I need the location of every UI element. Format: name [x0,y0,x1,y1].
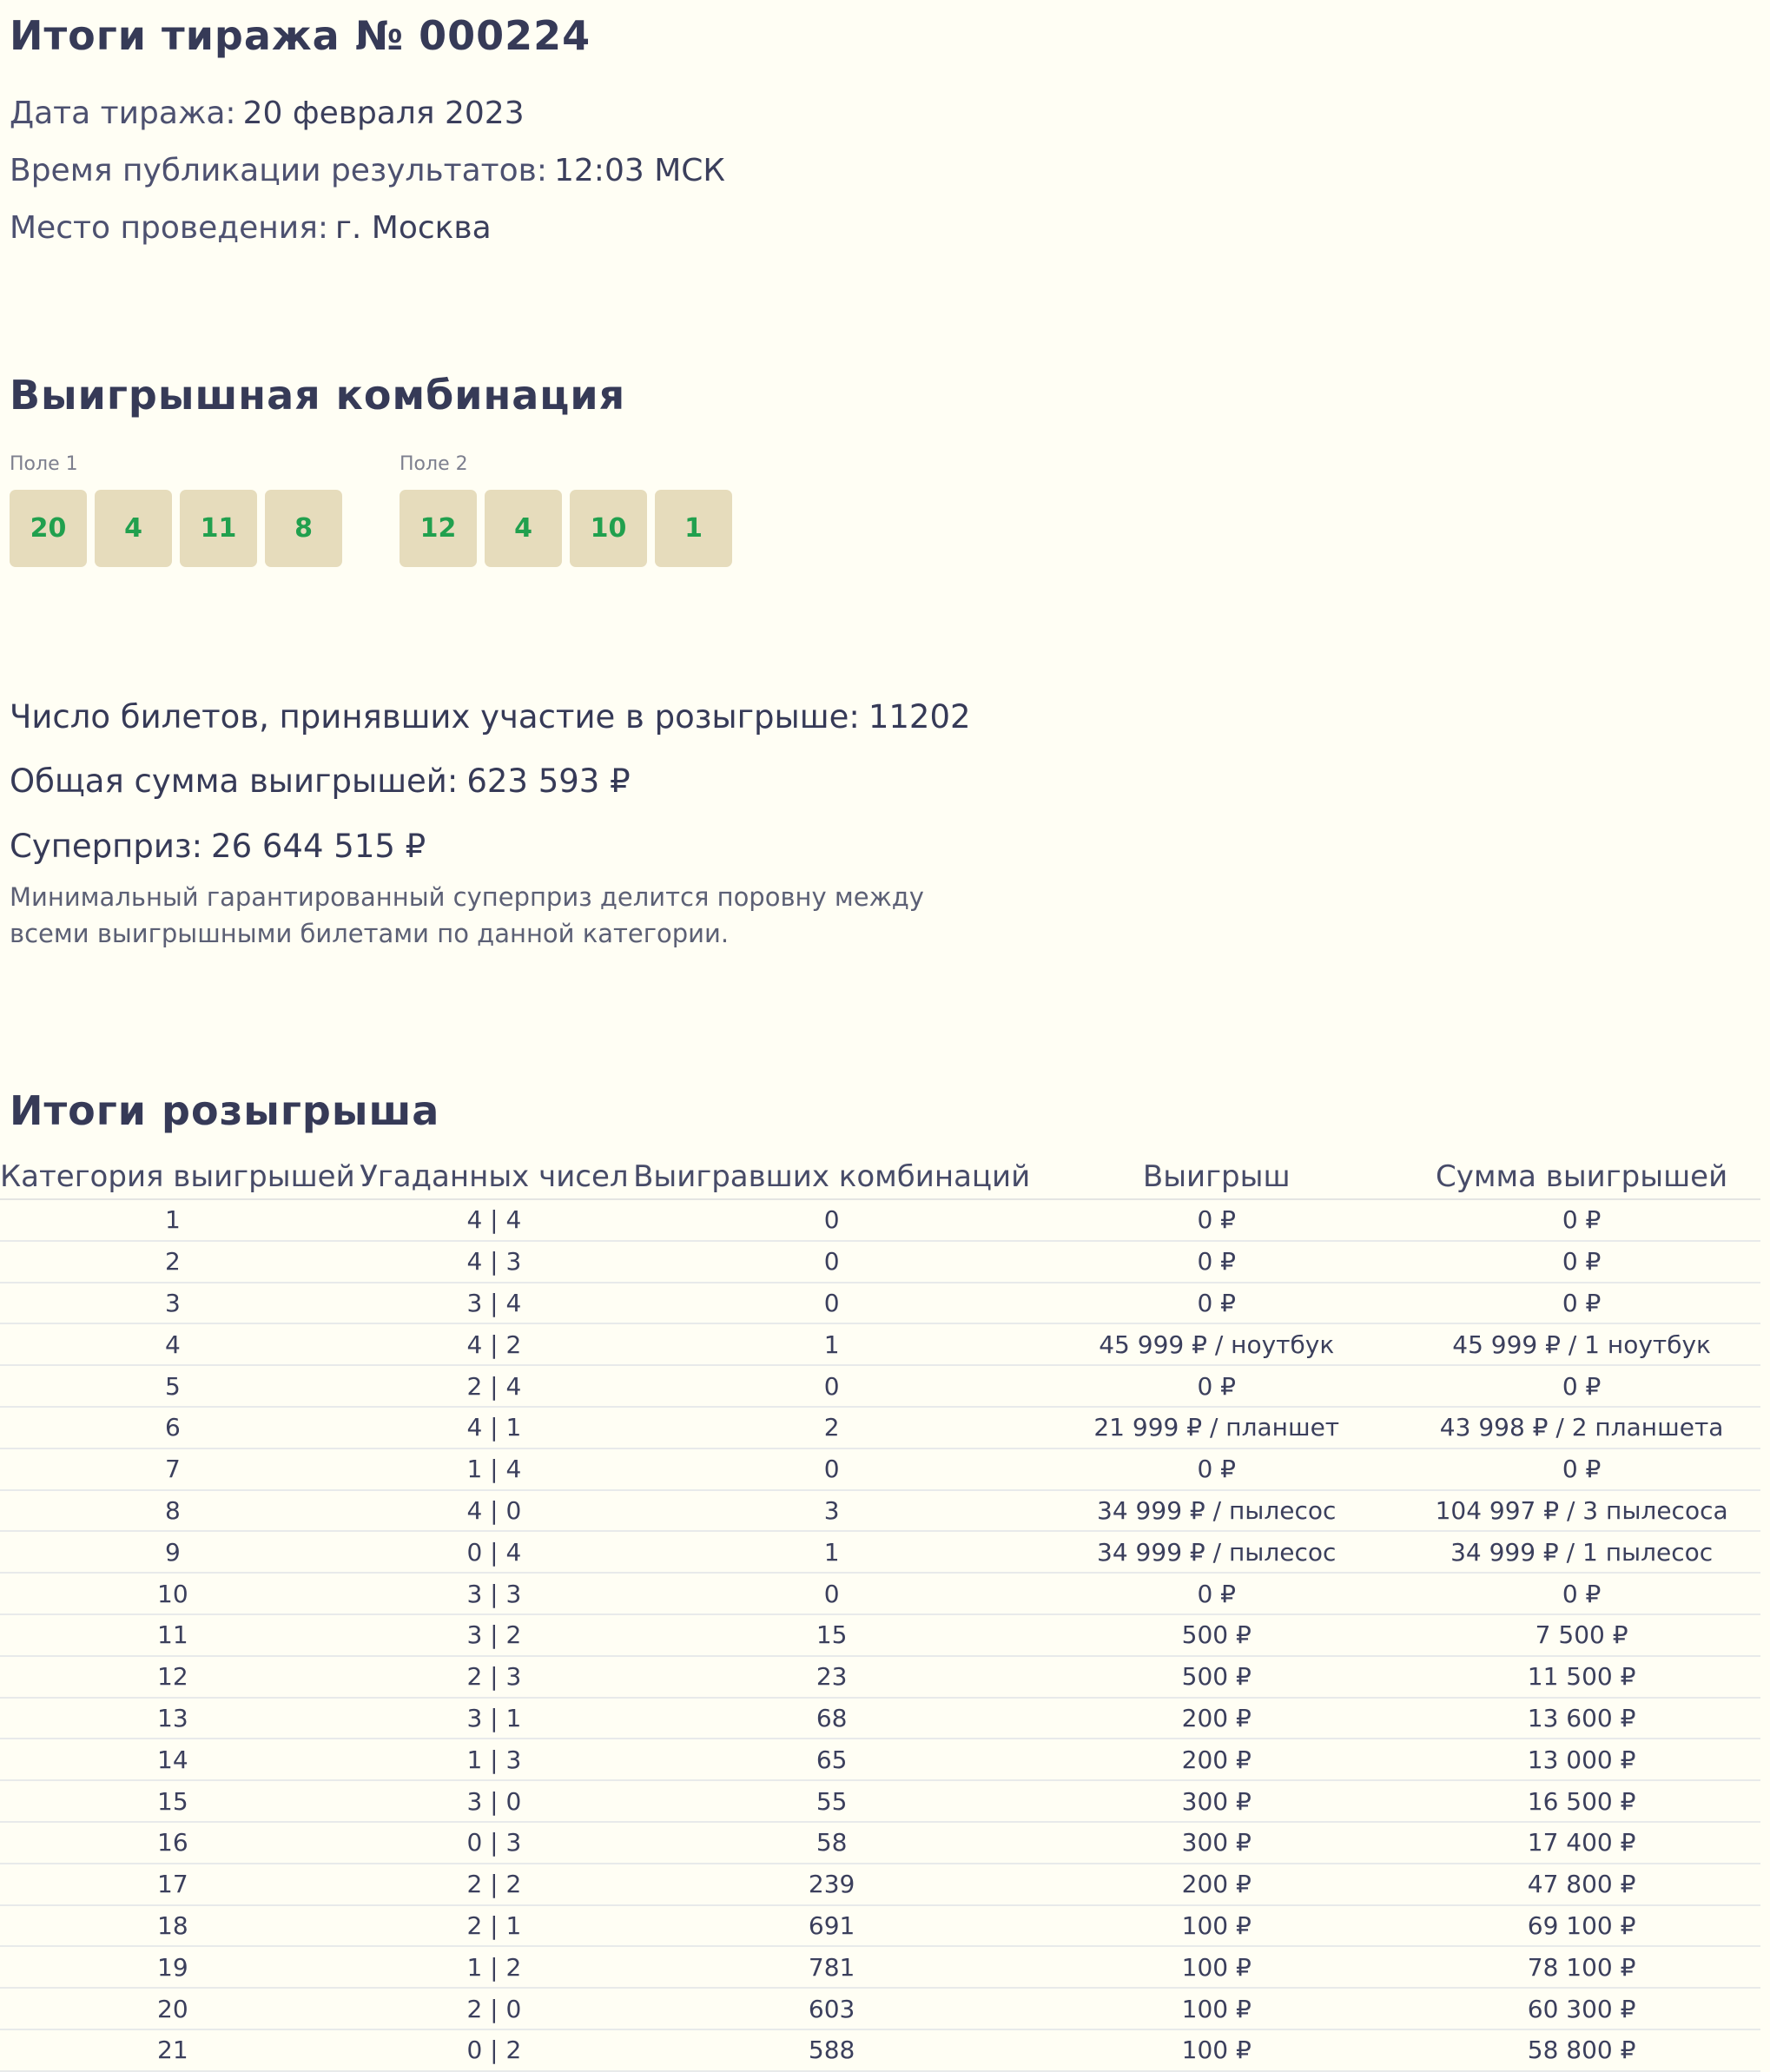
field-1-label: Поле 1 [10,453,78,475]
cell-prize-sum: 34 999 ₽ / 1 пылесос [1403,1531,1760,1573]
cell-prize: 21 999 ₽ / планшет [1030,1407,1403,1448]
superprize [10,828,426,865]
cell-category: 9 [0,1531,355,1573]
cell-matched: 4 | 0 [355,1490,633,1532]
cell-matched: 0 | 2 [355,2029,633,2071]
cell-category: 2 [0,1241,355,1283]
cell-matched: 1 | 4 [355,1448,633,1490]
superprize-value: 26 644 515 ₽ [211,828,426,865]
cell-prize: 100 ₽ [1030,1988,1403,2029]
cell-category: 20 [0,1988,355,2029]
table-row [0,1241,1760,1283]
table-row [0,1323,1760,1365]
cell-category: 15 [0,1780,355,1822]
cell-prize-sum: 11 500 ₽ [1403,1656,1760,1698]
cell-matched: 2 | 0 [355,1988,633,2029]
table-row [0,1946,1760,1988]
total-winnings-label: Общая сумма выигрышей: [10,762,459,800]
cell-prize: 0 ₽ [1030,1573,1403,1614]
number-ball: 4 [485,490,562,567]
cell-prize-sum: 0 ₽ [1403,1365,1760,1407]
cell-prize-sum: 0 ₽ [1403,1283,1760,1324]
table-row [0,1490,1760,1532]
column-header-winning-combinations: Выигравших комбинаций [633,1155,1030,1199]
cell-prize-sum: 78 100 ₽ [1403,1946,1760,1988]
cell-winning-combinations: 0 [633,1365,1030,1407]
cell-category: 10 [0,1573,355,1614]
cell-matched: 2 | 3 [355,1656,633,1698]
cell-prize: 300 ₽ [1030,1822,1403,1864]
cell-prize-sum: 17 400 ₽ [1403,1822,1760,1864]
cell-category: 18 [0,1905,355,1947]
cell-winning-combinations: 239 [633,1864,1030,1905]
draw-place-value: г. Москва [334,210,492,246]
number-ball: 12 [400,490,477,567]
cell-prize-sum: 58 800 ₽ [1403,2029,1760,2071]
cell-category: 4 [0,1323,355,1365]
cell-winning-combinations: 58 [633,1822,1030,1864]
cell-prize: 200 ₽ [1030,1864,1403,1905]
cell-matched: 3 | 4 [355,1283,633,1324]
cell-winning-combinations: 1 [633,1531,1030,1573]
table-row [0,1531,1760,1573]
cell-prize: 500 ₽ [1030,1614,1403,1656]
cell-prize-sum: 43 998 ₽ / 2 планшета [1403,1407,1760,1448]
table-row [0,1739,1760,1780]
cell-winning-combinations: 0 [633,1199,1030,1241]
cell-winning-combinations: 2 [633,1407,1030,1448]
table-row [0,1614,1760,1656]
field-2-balls [400,490,732,567]
table-row [0,1864,1760,1905]
draw-date-value: 20 февраля 2023 [242,96,525,131]
cell-matched: 3 | 2 [355,1614,633,1656]
table-row [0,2029,1760,2071]
cell-category: 16 [0,1822,355,1864]
tickets-count [10,698,971,736]
page-title: Итоги тиража № 000224 [10,12,591,59]
cell-category: 13 [0,1698,355,1739]
cell-winning-combinations: 0 [633,1241,1030,1283]
table-row [0,1780,1760,1822]
cell-category: 12 [0,1656,355,1698]
cell-winning-combinations: 0 [633,1448,1030,1490]
table-header-row [0,1155,1760,1199]
results-title: Итоги розыгрыша [10,1087,440,1134]
cell-matched: 2 | 4 [355,1365,633,1407]
cell-prize-sum: 104 997 ₽ / 3 пылесоса [1403,1490,1760,1532]
column-header-prize-sum: Сумма выигрышей [1403,1155,1760,1199]
results-table-body [0,1199,1760,2071]
tickets-count-label: Число билетов, принявших участие в розыгрыше: [10,698,860,736]
cell-winning-combinations: 588 [633,2029,1030,2071]
number-ball: 8 [265,490,342,567]
table-row [0,1448,1760,1490]
cell-prize-sum: 69 100 ₽ [1403,1905,1760,1947]
table-row [0,1365,1760,1407]
cell-prize-sum: 60 300 ₽ [1403,1988,1760,2029]
cell-matched: 3 | 0 [355,1780,633,1822]
cell-prize-sum: 47 800 ₽ [1403,1864,1760,1905]
cell-prize-sum: 0 ₽ [1403,1573,1760,1614]
cell-category: 21 [0,2029,355,2071]
cell-prize: 100 ₽ [1030,2029,1403,2071]
cell-prize: 500 ₽ [1030,1656,1403,1698]
table-row [0,1698,1760,1739]
cell-matched: 4 | 4 [355,1199,633,1241]
cell-winning-combinations: 1 [633,1323,1030,1365]
cell-prize: 300 ₽ [1030,1780,1403,1822]
cell-winning-combinations: 3 [633,1490,1030,1532]
cell-prize: 45 999 ₽ / ноутбук [1030,1323,1403,1365]
draw-date [10,96,525,131]
cell-prize: 200 ₽ [1030,1739,1403,1780]
cell-matched: 0 | 3 [355,1822,633,1864]
cell-category: 19 [0,1946,355,1988]
cell-winning-combinations: 68 [633,1698,1030,1739]
superprize-label: Суперприз: [10,828,203,865]
publication-time [10,153,725,188]
table-row [0,1199,1760,1241]
cell-winning-combinations: 603 [633,1988,1030,2029]
number-ball: 10 [570,490,647,567]
draw-place-label: Место проведения: [10,210,328,246]
column-header-matched: Угаданных чисел [355,1155,633,1199]
cell-matched: 4 | 3 [355,1241,633,1283]
superprize-note: Минимальный гарантированный суперприз делится поровну между всеми выигрышными билетами по данной категории. [10,882,924,948]
cell-winning-combinations: 55 [633,1780,1030,1822]
cell-winning-combinations: 65 [633,1739,1030,1780]
cell-category: 1 [0,1199,355,1241]
total-winnings [10,762,631,800]
cell-category: 7 [0,1448,355,1490]
publication-time-label: Время публикации результатов: [10,153,547,188]
cell-matched: 2 | 1 [355,1905,633,1947]
field-2 [400,453,732,567]
draw-date-label: Дата тиража: [10,96,236,131]
cell-matched: 4 | 2 [355,1323,633,1365]
cell-matched: 4 | 1 [355,1407,633,1448]
cell-matched: 3 | 3 [355,1573,633,1614]
publication-time-value: 12:03 МСК [554,153,725,188]
draw-place [10,210,492,246]
cell-winning-combinations: 23 [633,1656,1030,1698]
cell-category: 8 [0,1490,355,1532]
field-1 [10,453,342,567]
cell-category: 17 [0,1864,355,1905]
cell-prize-sum: 13 600 ₽ [1403,1698,1760,1739]
cell-prize: 0 ₽ [1030,1283,1403,1324]
cell-prize: 0 ₽ [1030,1199,1403,1241]
cell-prize-sum: 0 ₽ [1403,1241,1760,1283]
combination-title: Выигрышная комбинация [10,372,626,419]
table-row [0,1988,1760,2029]
cell-matched: 1 | 2 [355,1946,633,1988]
field-1-balls [10,490,342,567]
cell-category: 11 [0,1614,355,1656]
cell-prize: 0 ₽ [1030,1448,1403,1490]
table-row [0,1656,1760,1698]
cell-category: 5 [0,1365,355,1407]
number-ball: 20 [10,490,87,567]
cell-prize-sum: 0 ₽ [1403,1448,1760,1490]
cell-matched: 3 | 1 [355,1698,633,1739]
table-row [0,1905,1760,1947]
cell-prize: 0 ₽ [1030,1241,1403,1283]
table-row [0,1283,1760,1324]
column-header-prize: Выигрыш [1030,1155,1403,1199]
table-row [0,1822,1760,1864]
cell-prize-sum: 0 ₽ [1403,1199,1760,1241]
cell-prize-sum: 16 500 ₽ [1403,1780,1760,1822]
number-ball: 11 [180,490,257,567]
table-row [0,1407,1760,1448]
cell-matched: 1 | 3 [355,1739,633,1780]
cell-prize: 100 ₽ [1030,1946,1403,1988]
total-winnings-value: 623 593 ₽ [466,762,631,800]
table-row [0,1573,1760,1614]
cell-category: 6 [0,1407,355,1448]
column-header-category: Категория выигрышей [0,1155,355,1199]
cell-prize: 200 ₽ [1030,1698,1403,1739]
cell-category: 14 [0,1739,355,1780]
cell-winning-combinations: 15 [633,1614,1030,1656]
cell-winning-combinations: 0 [633,1573,1030,1614]
cell-matched: 2 | 2 [355,1864,633,1905]
cell-prize-sum: 7 500 ₽ [1403,1614,1760,1656]
cell-prize: 0 ₽ [1030,1365,1403,1407]
number-ball: 1 [655,490,732,567]
cell-winning-combinations: 781 [633,1946,1030,1988]
field-2-label: Поле 2 [400,453,468,475]
number-ball: 4 [95,490,172,567]
cell-matched: 0 | 4 [355,1531,633,1573]
cell-prize: 34 999 ₽ / пылесос [1030,1490,1403,1532]
cell-prize-sum: 13 000 ₽ [1403,1739,1760,1780]
cell-winning-combinations: 0 [633,1283,1030,1324]
tickets-count-value: 11202 [868,698,971,736]
cell-prize-sum: 45 999 ₽ / 1 ноутбук [1403,1323,1760,1365]
cell-winning-combinations: 691 [633,1905,1030,1947]
results-table [0,1155,1760,2072]
cell-category: 3 [0,1283,355,1324]
cell-prize: 34 999 ₽ / пылесос [1030,1531,1403,1573]
cell-prize: 100 ₽ [1030,1905,1403,1947]
